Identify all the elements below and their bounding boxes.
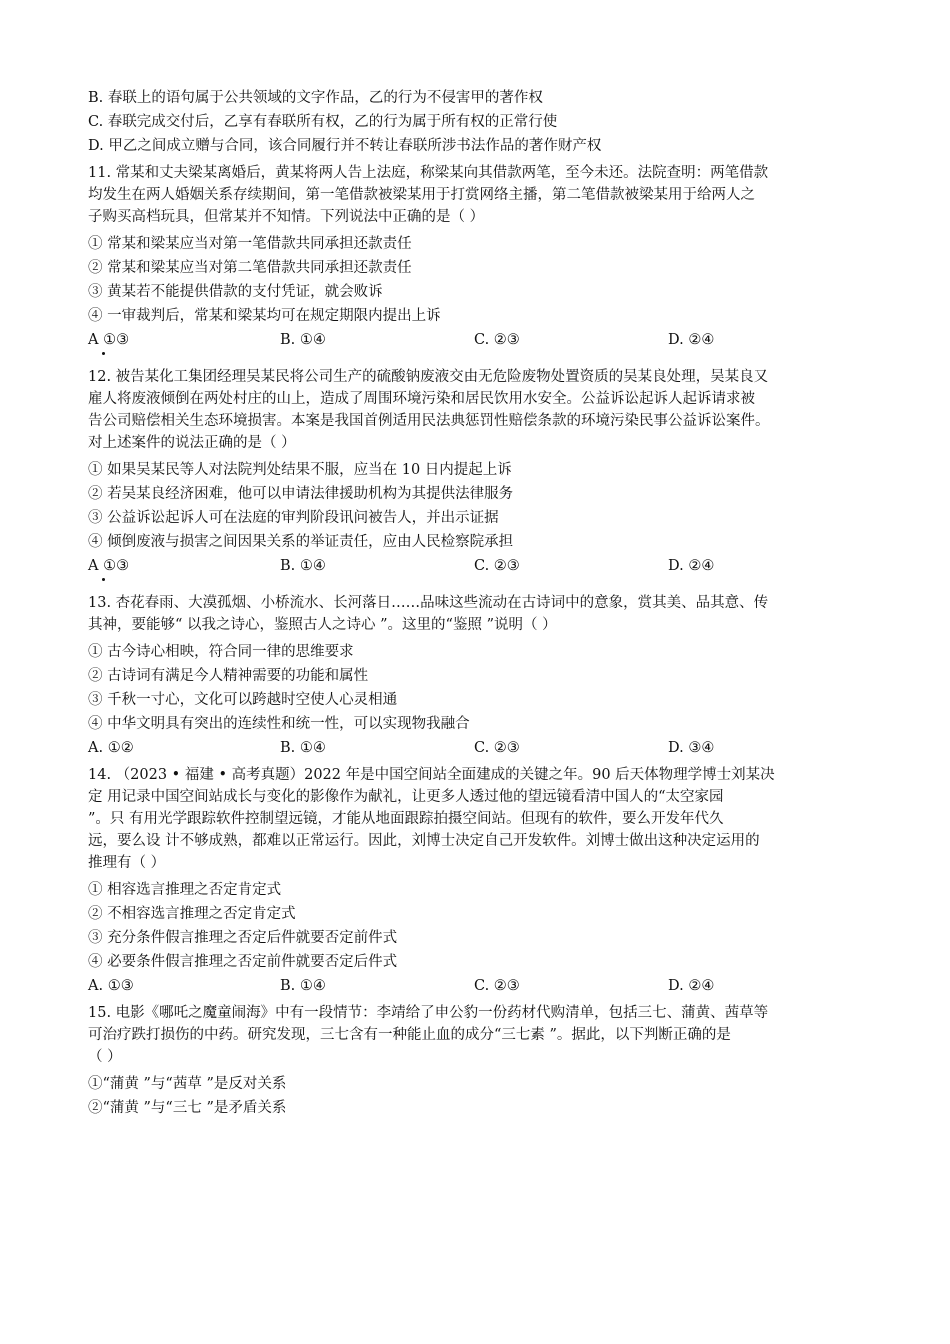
answer-option-a[interactable]: A. ①③ xyxy=(88,978,134,994)
answer-option-c[interactable]: C. ②③ xyxy=(474,558,520,574)
question-15 xyxy=(88,1002,868,1120)
answer-option-b[interactable]: B. ①④ xyxy=(280,978,326,994)
answer-option-b[interactable]: B. ①④ xyxy=(280,332,326,348)
emphasis-dot xyxy=(88,352,868,362)
answer-options xyxy=(88,328,868,352)
stem-line: ”。只 有用光学跟踪软件控制望远镜，才能从地面跟踪拍摄空间站。但现有的软件，要么开发年代久 xyxy=(88,811,724,827)
document-page xyxy=(88,86,868,1120)
answer-options xyxy=(88,974,868,998)
question-stem xyxy=(88,162,868,228)
statement-item: ②“蒲黄 ”与“三七 ”是矛盾关系 xyxy=(88,1100,287,1116)
statement-item: ④ 倾倒废液与损害之间因果关系的举证责任，应由人民检察院承担 xyxy=(88,534,514,550)
stem-line: （ ） xyxy=(88,1049,122,1065)
answer-option-a[interactable]: A ①③ xyxy=(88,332,130,348)
question-14 xyxy=(88,764,868,998)
statement-item: ② 常某和梁某应当对第二笔借款共同承担还款责任 xyxy=(88,260,412,276)
question-stem xyxy=(88,366,868,454)
stem-line: 其神，要能够“ 以我之诗心，鉴照古人之诗心 ”。这里的“鉴照 ”说明（ ） xyxy=(88,617,557,633)
statement-item: ③ 黄某若不能提供借款的支付凭证，就会败诉 xyxy=(88,284,383,300)
answer-option-b[interactable]: B. ①④ xyxy=(280,740,326,756)
statement-item: ② 古诗词有满足今人精神需要的功能和属性 xyxy=(88,668,369,684)
option-d-text: D. 甲乙之间成立赠与合同，该合同履行并不转让春联所涉书法作品的著作财产权 xyxy=(88,138,602,154)
answer-option-c[interactable]: C. ②③ xyxy=(474,978,520,994)
answer-option-d[interactable]: D. ②④ xyxy=(668,558,715,574)
stem-line: 14. （2023 • 福建 • 高考真题）2022 年是中国空间站全面建成的关键之年。90 后天体物理学博士刘某决 xyxy=(88,767,775,783)
prev-question-options xyxy=(88,86,868,158)
statement-item: ③ 千秋一寸心，文化可以跨越时空使人心灵相通 xyxy=(88,692,398,708)
answer-option-a[interactable]: A ①③ xyxy=(88,558,130,574)
stem-line: 推理有（ ） xyxy=(88,855,166,871)
answer-option-b[interactable]: B. ①④ xyxy=(280,558,326,574)
stem-line: 定 用记录中国空间站成长与变化的影像作为献礼，让更多人透过他的望远镜看清中国人的“太空家园 xyxy=(88,789,724,805)
stem-line: 雇人将废液倾倒在两处村庄的山上，造成了周围环境污染和居民饮用水安全。公益诉讼起诉人起诉请求被 xyxy=(88,391,755,407)
answer-options xyxy=(88,554,868,578)
statement-item: ① 相容选言推理之否定肯定式 xyxy=(88,882,282,898)
stem-line: 子购买高档玩具，但常某并不知情。下列说法中正确的是（ ） xyxy=(88,209,485,225)
question-13 xyxy=(88,592,868,760)
answer-option-a[interactable]: A. ①② xyxy=(88,740,134,756)
stem-line: 告公司赔偿相关生态环境损害。本案是我国首例适用民法典惩罚性赔偿条款的环境污染民事公益诉讼案件。 xyxy=(88,413,770,429)
stem-line: 13. 杏花春雨、大漠孤烟、小桥流水、长河落日……品味这些流动在古诗词中的意象，赏其美、品其意、传 xyxy=(88,595,769,611)
statement-item: ② 若吴某良经济困难，他可以申请法律援助机构为其提供法律服务 xyxy=(88,486,514,502)
statement-item: ① 如果吴某民等人对法院判处结果不服，应当在 10 日内提起上诉 xyxy=(88,462,512,478)
question-11 xyxy=(88,162,868,362)
statement-item: ③ 公益诉讼起诉人可在法庭的审判阶段讯问被告人，并出示证据 xyxy=(88,510,499,526)
answer-option-c[interactable]: C. ②③ xyxy=(474,332,520,348)
answer-option-d[interactable]: D. ②④ xyxy=(668,332,715,348)
answer-option-d[interactable]: D. ③④ xyxy=(668,740,715,756)
option-b-text: B. 春联上的语句属于公共领域的文字作品，乙的行为不侵害甲的著作权 xyxy=(88,90,543,106)
stem-line: 15. 电影《哪吒之魔童闹海》中有一段情节：李靖给了申公豹一份药材代购清单，包括三七、蒲黄、茜草等 xyxy=(88,1005,769,1021)
stem-line: 可治疗跌打损伤的中药。研究发现，三七含有一种能止血的成分“三七素 ”。据此，以下判断正确的是 xyxy=(88,1027,731,1043)
statement-item: ③ 充分条件假言推理之否定后件就要否定前件式 xyxy=(88,930,398,946)
stem-line: 均发生在两人婚姻关系存续期间，第一笔借款被梁某用于打赏网络主播，第二笔借款被梁某用于给两人之 xyxy=(88,187,755,203)
statement-item: ② 不相容选言推理之否定肯定式 xyxy=(88,906,296,922)
answer-options xyxy=(88,736,868,760)
answer-option-c[interactable]: C. ②③ xyxy=(474,740,520,756)
stem-line: 对上述案件的说法正确的是（ ） xyxy=(88,435,296,451)
stem-line: 11. 常某和丈夫梁某离婚后，黄某将两人告上法庭，称梁某向其借款两笔，至今未还。法院查明：两笔借款 xyxy=(88,165,769,181)
statement-item: ① 常某和梁某应当对第一笔借款共同承担还款责任 xyxy=(88,236,412,252)
answer-option-d[interactable]: D. ②④ xyxy=(668,978,715,994)
emphasis-dot xyxy=(88,578,868,588)
stem-line: 远，要么设 计不够成熟，都难以正常运行。因此，刘博士决定自己开发软件。刘博士做出这种决定运用的 xyxy=(88,833,760,849)
question-stem xyxy=(88,1002,868,1068)
question-12 xyxy=(88,366,868,588)
statement-item: ④ 必要条件假言推理之否定前件就要否定后件式 xyxy=(88,954,398,970)
statement-item: ④ 中华文明具有突出的连续性和统一性，可以实现物我融合 xyxy=(88,716,470,732)
question-stem xyxy=(88,764,868,874)
stem-line: 12. 被告某化工集团经理吴某民将公司生产的硫酸钠废液交由无危险废物处置资质的吴某良处理，吴某良又 xyxy=(88,369,769,385)
statement-item: ① 古今诗心相映，符合同一律的思维要求 xyxy=(88,644,354,660)
statement-item: ④ 一审裁判后，常某和梁某均可在规定期限内提出上诉 xyxy=(88,308,441,324)
statement-item: ①“蒲黄 ”与“茜草 ”是反对关系 xyxy=(88,1076,287,1092)
option-c-text: C. 春联完成交付后，乙享有春联所有权，乙的行为属于所有权的正常行使 xyxy=(88,114,558,130)
question-stem xyxy=(88,592,868,636)
